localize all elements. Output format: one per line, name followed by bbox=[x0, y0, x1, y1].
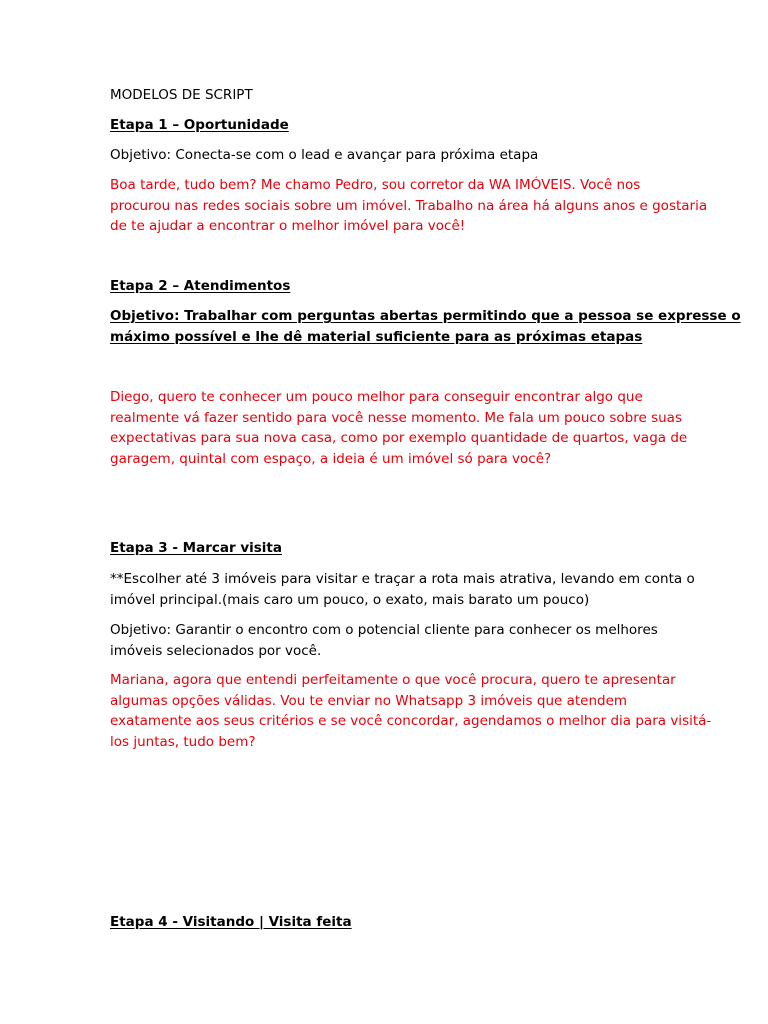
etapa2-heading: Etapa 2 – Atendimentos bbox=[110, 278, 291, 294]
etapa2-script-line: Diego, quero te conhecer um pouco melhor para conseguir encontrar algo que bbox=[110, 389, 643, 405]
etapa1-script-line: procurou nas redes sociais sobre um imóvel. Trabalho na área há alguns anos e gostaria bbox=[110, 197, 708, 214]
etapa3-objective-line: imóveis selecionados por você. bbox=[110, 642, 322, 659]
etapa1-heading: Etapa 1 – Oportunidade bbox=[110, 117, 289, 133]
etapa3-script-line: exatamente aos seus critérios e se você concordar, agendamos o melhor dia para visitá- bbox=[110, 713, 712, 729]
etapa3-script-line: algumas opções válidas. Vou te enviar no Whatsapp 3 imóveis que atendem bbox=[110, 692, 628, 709]
etapa2-script-line: expectativas para sua nova casa, como por exemplo quantidade de quartos, vaga de bbox=[110, 430, 688, 446]
document-title: MODELOS DE SCRIPT bbox=[110, 87, 253, 103]
etapa1-script-line: de te ajudar a encontrar o melhor imóvel para você! bbox=[110, 218, 466, 234]
etapa3-script-line: los juntas, tudo bem? bbox=[110, 733, 256, 750]
etapa3-note-line: **Escolher até 3 imóveis para visitar e traçar a rota mais atrativa, levando em conta o bbox=[110, 571, 695, 587]
etapa2-script-line: realmente vá fazer sentido para você nesse momento. Me fala um pouco sobre suas bbox=[110, 409, 682, 426]
etapa3-script-line: Mariana, agora que entendi perfeitamente o que você procura, quero te apresentar bbox=[110, 672, 676, 688]
etapa3-heading: Etapa 3 - Marcar visita bbox=[110, 540, 282, 556]
etapa2-objective-line: Objetivo: Trabalhar com perguntas abertas permitindo que a pessoa se expresse o bbox=[110, 308, 741, 324]
etapa3-note-line: imóvel principal.(mais caro um pouco, o exato, mais barato um pouco) bbox=[110, 591, 590, 608]
etapa1-script-line: Boa tarde, tudo bem? Me chamo Pedro, sou corretor da WA IMÓVEIS. Você nos bbox=[110, 177, 641, 193]
etapa3-objective-line: Objetivo: Garantir o encontro com o potencial cliente para conhecer os melhores bbox=[110, 622, 658, 638]
etapa4-heading: Etapa 4 - Visitando | Visita feita bbox=[110, 914, 352, 930]
etapa1-objective: Objetivo: Conecta-se com o lead e avançar para próxima etapa bbox=[110, 147, 539, 163]
etapa2-objective-line: máximo possível e lhe dê material suficiente para as próximas etapas bbox=[110, 328, 643, 345]
etapa2-script-line: garagem, quintal com espaço, a ideia é um imóvel só para você? bbox=[110, 450, 552, 467]
